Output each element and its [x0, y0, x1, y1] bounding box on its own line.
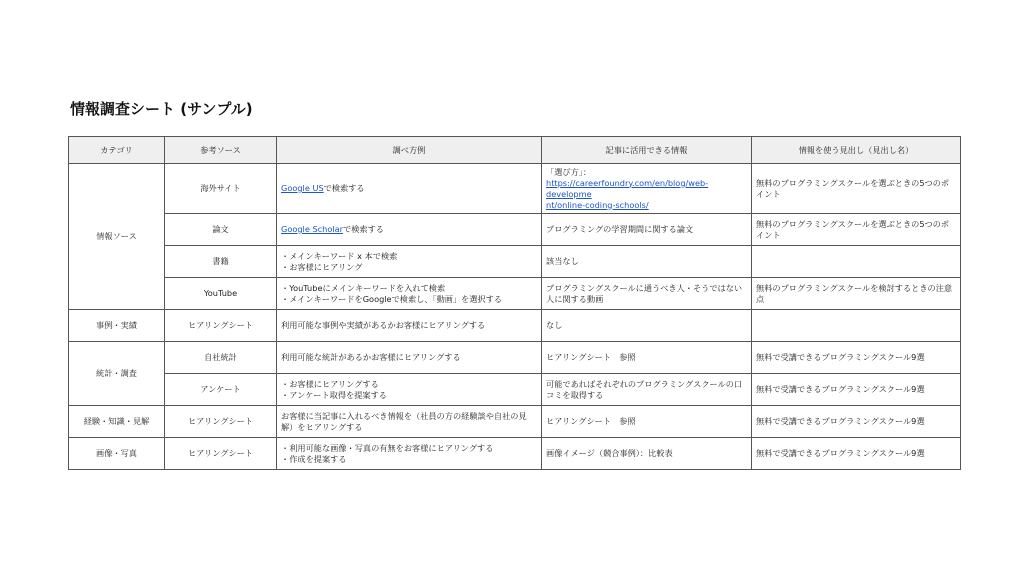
- method-line: ・お客様にヒアリング: [281, 261, 363, 272]
- table-row: [69, 310, 961, 342]
- method-cell: お客様に当記事に入れるべき情報を（社員の方の経験談や自社の見解）をヒアリングする: [277, 406, 542, 438]
- method-cell: [277, 278, 542, 310]
- table-row: [69, 246, 961, 278]
- method-cell: [277, 214, 542, 246]
- source-cell: ヒアリングシート: [165, 310, 277, 342]
- info-cell: なし: [542, 310, 752, 342]
- heading-cell: 無料のプログラミングスクールを検討するときの注意点: [752, 278, 961, 310]
- category-cell: 情報ソース: [69, 164, 165, 310]
- method-cell: 利用可能な統計があるかお客様にヒアリングする: [277, 342, 542, 374]
- info-cell: 画像イメージ（競合事例）：比較表: [542, 438, 752, 470]
- category-cell: 統計・調査: [69, 342, 165, 406]
- method-line: ・お客様にヒアリングする: [281, 378, 379, 389]
- source-cell: 自社統計: [165, 342, 277, 374]
- header-usable-info: 記事に活用できる情報: [542, 137, 752, 164]
- method-line: ・利用可能な画像・写真の有無をお客様にヒアリングする: [281, 442, 494, 453]
- heading-cell: 無料で受講できるプログラミングスクール9選: [752, 438, 961, 470]
- research-sheet-table: [68, 136, 961, 470]
- category-cell: 経験・知識・見解: [69, 406, 165, 438]
- method-line: ・アンケート取得を提案する: [281, 389, 387, 400]
- info-cell: [542, 164, 752, 214]
- source-cell: アンケート: [165, 374, 277, 406]
- careerfoundry-link[interactable]: https://careerfoundry.com/en/blog/web-developme: [546, 177, 709, 199]
- info-cell: 該当なし: [542, 246, 752, 278]
- method-suffix: で検索する: [343, 224, 384, 234]
- method-cell: [277, 246, 542, 278]
- header-heading: 情報を使う見出し（見出し名）: [752, 137, 961, 164]
- info-cell: 可能であればそれぞれのプログラミングスクールの口コミを取得する: [542, 374, 752, 406]
- table-row: [69, 374, 961, 406]
- table-row: [69, 214, 961, 246]
- heading-cell: [752, 310, 961, 342]
- category-cell: 事例・実績: [69, 310, 165, 342]
- info-cell: プログラミングの学習期間に関する論文: [542, 214, 752, 246]
- heading-cell: 無料で受講できるプログラミングスクール9選: [752, 374, 961, 406]
- heading-cell: [752, 246, 961, 278]
- method-line: ・作成を提案する: [281, 453, 347, 464]
- method-cell: [277, 374, 542, 406]
- source-cell: 書籍: [165, 246, 277, 278]
- source-cell: ヒアリングシート: [165, 406, 277, 438]
- method-cell: 利用可能な事例や実績があるかお客様にヒアリングする: [277, 310, 542, 342]
- header-row: [69, 137, 961, 164]
- info-cell: プログラミングスクールに通うべき人・そうではない人に関する動画: [542, 278, 752, 310]
- table-row: [69, 342, 961, 374]
- method-suffix: で検索する: [323, 183, 365, 193]
- method-line: ・メインキーワードをGoogleで検索し、「動画」を選択する: [281, 293, 503, 304]
- info-label: 「選び方」：: [546, 166, 592, 177]
- table-row: [69, 164, 961, 214]
- source-cell: ヒアリングシート: [165, 438, 277, 470]
- table-row: [69, 438, 961, 470]
- category-cell: 画像・写真: [69, 438, 165, 470]
- table-row: [69, 406, 961, 438]
- table-row: [69, 278, 961, 310]
- method-line: ・YouTubeにメインキーワードを入れて検索: [281, 282, 446, 293]
- google-scholar-link[interactable]: Google Scholar: [281, 224, 344, 234]
- method-cell: [277, 438, 542, 470]
- page-title: 情報調査シート (サンプル): [70, 100, 253, 118]
- header-source: 参考ソース: [165, 137, 277, 164]
- method-line: ・メインキーワード x 本で検索: [281, 250, 398, 261]
- info-cell: ヒアリングシート 参照: [542, 406, 752, 438]
- careerfoundry-link-continued[interactable]: nt/online-coding-schools/: [546, 199, 649, 210]
- info-cell: ヒアリングシート 参照: [542, 342, 752, 374]
- heading-cell: 無料で受講できるプログラミングスクール9選: [752, 342, 961, 374]
- source-cell: 論文: [165, 214, 277, 246]
- google-us-link[interactable]: Google US: [281, 183, 324, 193]
- header-category: カテゴリ: [69, 137, 165, 164]
- heading-cell: 無料で受講できるプログラミングスクール9選: [752, 406, 961, 438]
- method-cell: [277, 164, 542, 214]
- heading-cell: 無料のプログラミングスクールを選ぶときの5つのポイント: [752, 214, 961, 246]
- source-cell: YouTube: [165, 278, 277, 310]
- source-cell: 海外サイト: [165, 164, 277, 214]
- header-method: 調べ方例: [277, 137, 542, 164]
- heading-cell: 無料のプログラミングスクールを選ぶときの5つのポイント: [752, 164, 961, 214]
